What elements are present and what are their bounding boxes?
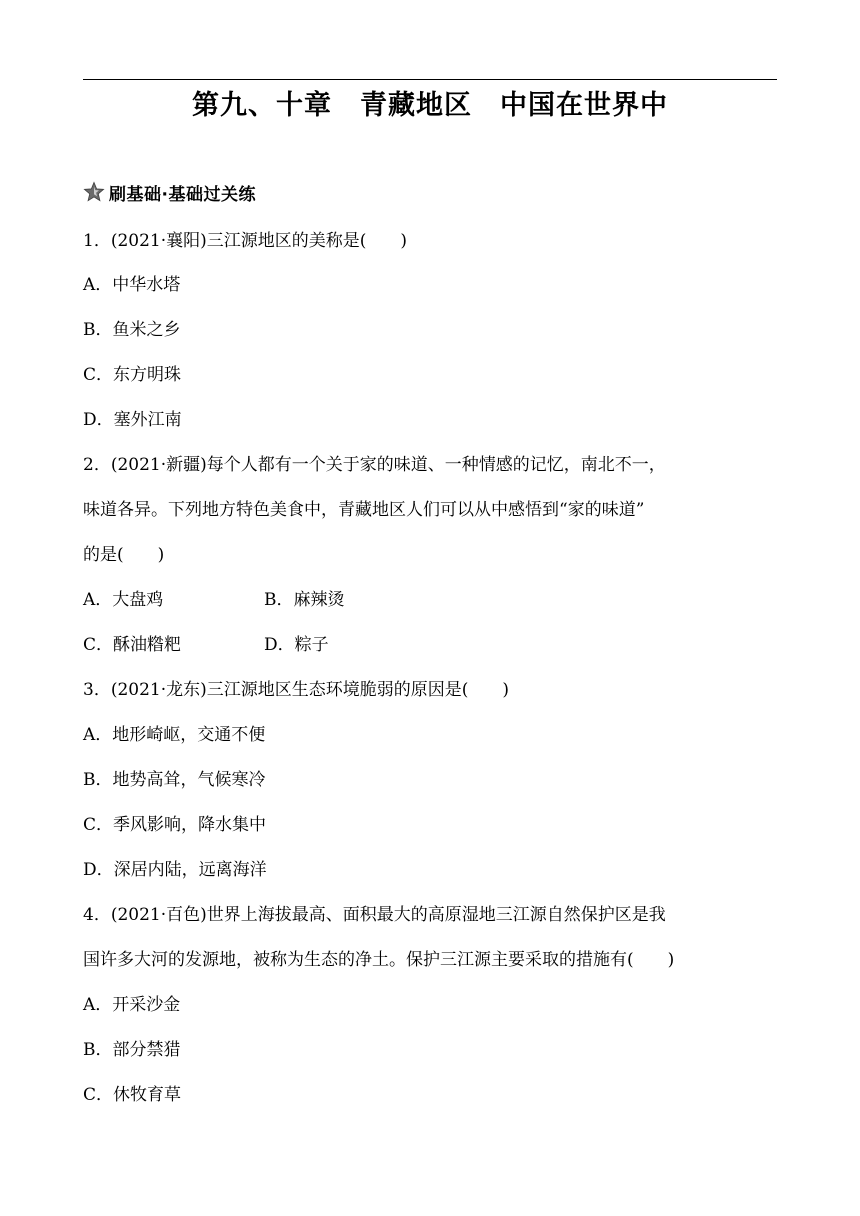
- question-3-option-c: C．季风影响，降水集中: [83, 815, 267, 835]
- question-1-option-b: B．鱼米之乡: [83, 320, 181, 340]
- star-icon: [83, 181, 105, 203]
- question-3-option-b: B．地势高耸，气候寒冷: [83, 770, 266, 790]
- question-4-option-c: C．休牧育草: [83, 1085, 182, 1105]
- question-2-stem-line-1: 2．(2021·新疆)每个人都有一个关于家的味道、一种情感的记忆，南北不一，: [83, 455, 666, 475]
- question-3-option-d: D．深居内陆，远离海洋: [83, 860, 267, 880]
- question-1-option-d: D．塞外江南: [83, 410, 182, 430]
- question-2-option-d: D．粽子: [264, 635, 329, 655]
- question-2-option-c: C．酥油糌粑: [83, 635, 182, 655]
- page-title: 第九、十章 青藏地区 中国在世界中: [192, 90, 668, 121]
- question-2-option-a: A．大盘鸡: [83, 590, 164, 610]
- question-2-stem-line-2: 味道各异。下列地方特色美食中，青藏地区人们可以从中感悟到“家的味道”: [83, 500, 645, 520]
- section-label: 刷基础·基础过关练: [109, 184, 256, 205]
- question-1-option-c: C．东方明珠: [83, 365, 182, 385]
- question-4-option-a: A．开采沙金: [83, 995, 181, 1015]
- question-1-option-a: A．中华水塔: [83, 275, 181, 295]
- header-rule: [83, 79, 777, 80]
- question-2-option-b: B．麻辣烫: [264, 590, 345, 610]
- question-3-option-a: A．地形崎岖，交通不便: [83, 725, 266, 745]
- question-4-stem-line-1: 4．(2021·百色)世界上海拔最高、面积最大的高原湿地三江源自然保护区是我: [83, 905, 666, 925]
- section-header: [83, 178, 256, 206]
- question-3-stem: 3．(2021·龙东)三江源地区生态环境脆弱的原因是( ): [83, 680, 510, 700]
- question-4-stem-line-2: 国许多大河的发源地，被称为生态的净土。保护三江源主要采取的措施有( ): [83, 950, 675, 970]
- question-2-stem-line-3: 的是( ): [83, 545, 165, 565]
- question-1-stem: 1．(2021·襄阳)三江源地区的美称是( ): [83, 231, 408, 251]
- question-4-option-b: B．部分禁猎: [83, 1040, 181, 1060]
